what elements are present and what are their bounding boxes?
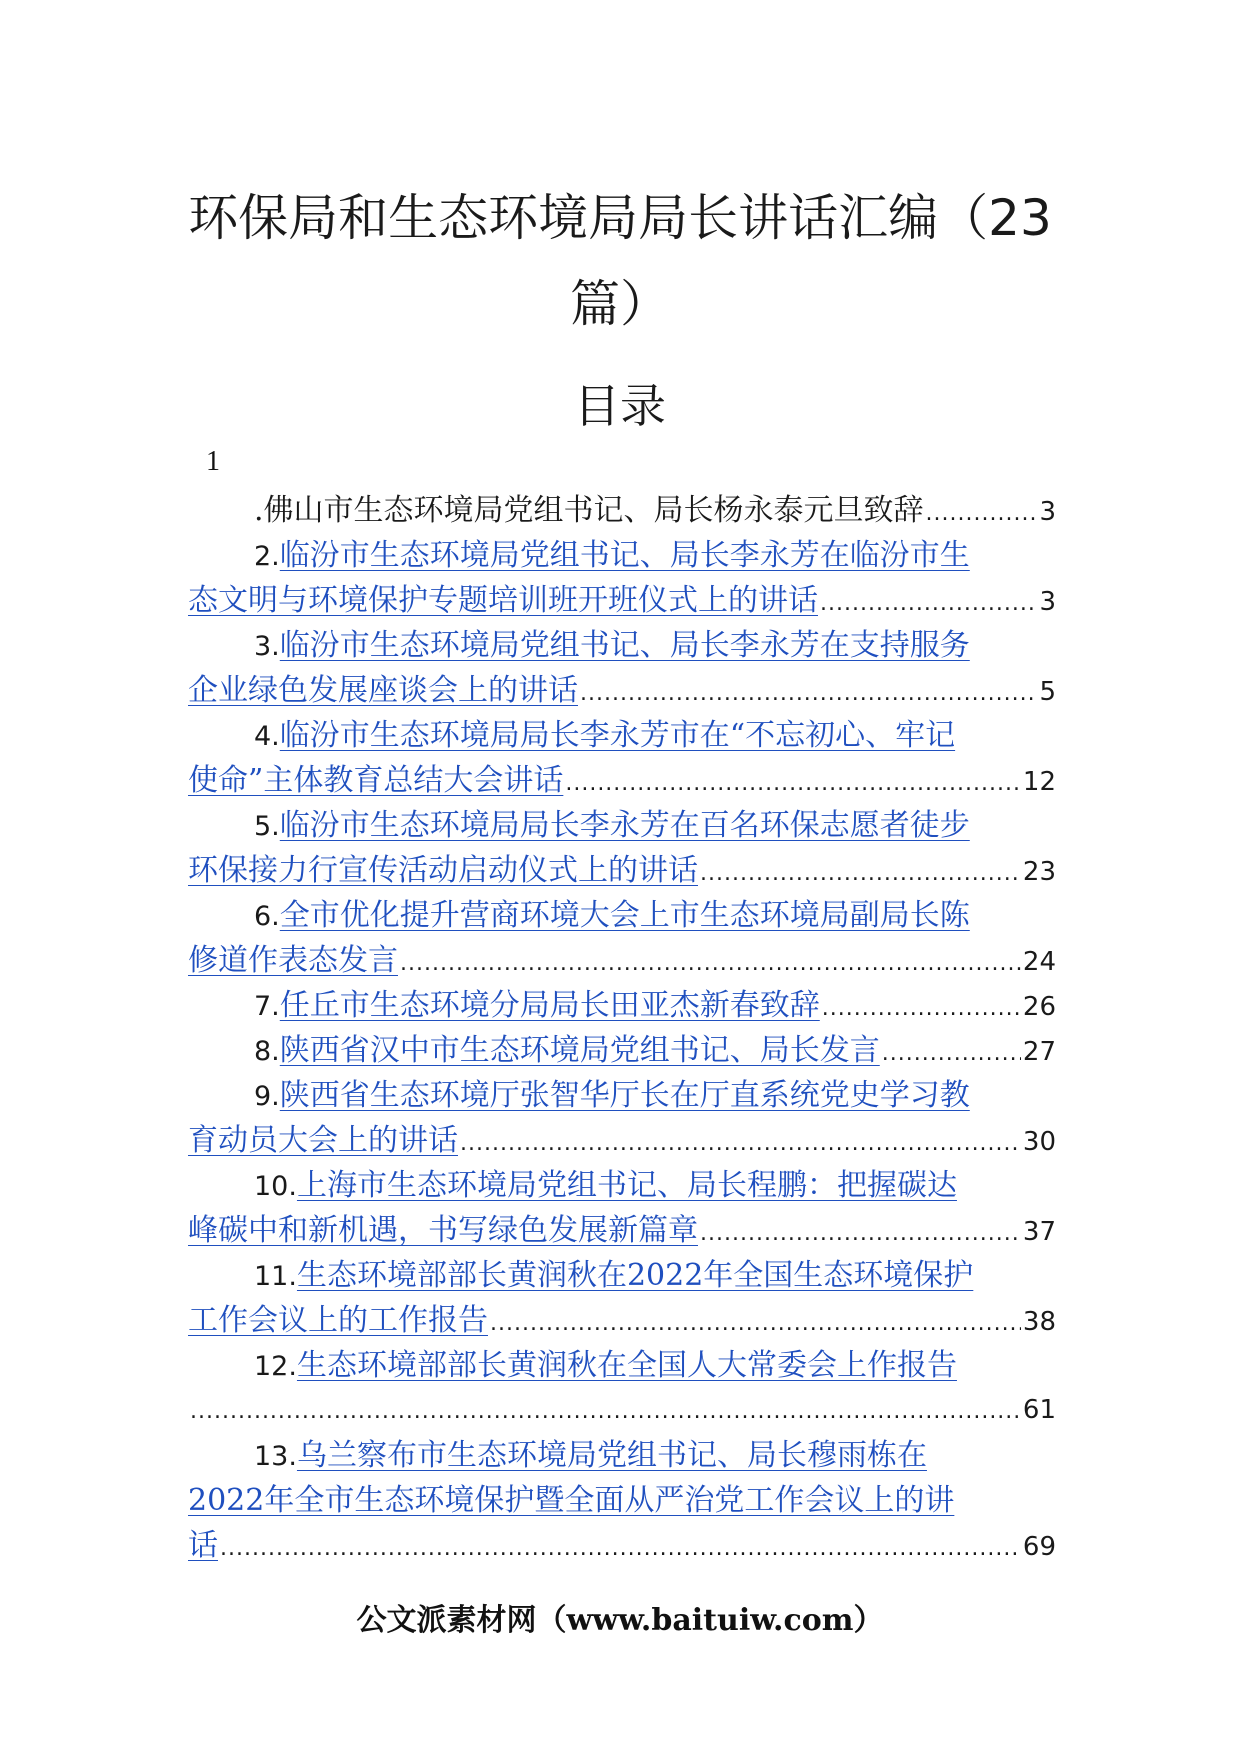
toc-entry-title[interactable]: 上海市生态环境局党组书记、局长程鹏：把握碳达 (296, 1168, 957, 1203)
toc-leader-dots (700, 1211, 1021, 1253)
toc-leader-dots (400, 941, 1021, 983)
toc-entry-number: 7. (254, 991, 280, 1022)
toc-entry-title[interactable]: 生态环境部部长黄润秋在2022年全国生态环境保护 (296, 1258, 974, 1293)
toc-entry-title[interactable]: 工作会议上的工作报告 (188, 1303, 488, 1338)
toc-entry[interactable] (188, 1163, 1056, 1253)
toc-entry[interactable] (188, 893, 1056, 983)
toc-entry-title[interactable]: 乌兰察布市生态环境局党组书记、局长穆雨栋在 (296, 1438, 927, 1473)
toc-entry-number: 4. (254, 721, 280, 752)
toc-heading: 目录 (574, 379, 666, 433)
toc-entry-number: 6. (254, 901, 280, 932)
toc-entry-title[interactable]: 临汾市生态环境局局长李永芳在百名环保志愿者徒步 (279, 808, 970, 843)
toc-entry-number: 9. (254, 1081, 280, 1112)
stray-number: 1 (206, 446, 220, 477)
toc-page-number: 69 (1022, 1532, 1056, 1562)
toc-leader-dots (580, 671, 1037, 713)
toc-entry[interactable] (188, 623, 1056, 713)
toc-leader-dots (490, 1301, 1021, 1343)
toc-page-number: 27 (1022, 1037, 1056, 1067)
toc-entry-title[interactable]: 任丘市生态环境分局局长田亚杰新春致辞 (279, 988, 820, 1023)
toc-entry[interactable] (188, 1253, 1056, 1343)
toc-leader-dots (220, 1526, 1021, 1568)
toc-entry-number: 3. (254, 631, 280, 662)
toc-page-number: 5 (1039, 677, 1056, 707)
toc-page-number: 24 (1022, 947, 1056, 977)
toc-page-number: 26 (1022, 992, 1056, 1022)
toc-entry[interactable] (188, 1028, 1056, 1073)
toc-entry-title[interactable]: 态文明与环境保护专题培训班开班仪式上的讲话 (188, 583, 818, 618)
toc-page-number: 23 (1022, 857, 1056, 887)
toc-entry-title[interactable]: 临汾市生态环境局局长李永芳市在“不忘初心、牢记 (279, 718, 956, 753)
toc-entry-title[interactable]: 临汾市生态环境局党组书记、局长李永芳在支持服务 (279, 628, 970, 663)
document-title-line2: 篇） (570, 275, 670, 333)
toc-entry-title[interactable]: 育动员大会上的讲话 (188, 1123, 458, 1158)
toc-entry-title[interactable]: 企业绿色发展座谈会上的讲话 (188, 673, 578, 708)
toc-entry-title[interactable]: 临汾市生态环境局党组书记、局长李永芳在临汾市生 (279, 538, 970, 573)
toc-entry-number: 5. (254, 811, 280, 842)
toc-leader-dots (460, 1121, 1021, 1163)
toc-entry-number: 2. (254, 541, 280, 572)
toc-entry-number: 12. (254, 1351, 297, 1382)
toc-entry[interactable] (188, 1343, 1056, 1433)
toc-entry[interactable] (188, 1073, 1056, 1163)
toc-leader-dots (822, 986, 1021, 1028)
footer-site: 公文派素材网（www.baituiw.com） (356, 1603, 884, 1638)
toc-entry-title[interactable]: 陕西省生态环境厅张智华厅长在厅直系统党史学习教 (279, 1078, 970, 1113)
toc-entry-title[interactable]: 环保接力行宣传活动启动仪式上的讲话 (188, 853, 698, 888)
toc-leader-dots (926, 491, 1038, 533)
table-of-contents (188, 488, 1056, 1568)
toc-page-number: 12 (1022, 767, 1056, 797)
toc-entry-title: .佛山市生态环境局党组书记、局长杨永泰元旦致辞 (254, 493, 924, 528)
toc-leader-dots (190, 1389, 1021, 1433)
toc-page-number: 3 (1039, 587, 1056, 617)
toc-entry-title[interactable]: 修道作表态发言 (188, 943, 398, 978)
toc-page-number: 37 (1022, 1217, 1056, 1247)
toc-leader-dots (565, 761, 1021, 803)
toc-entry[interactable] (188, 713, 1056, 803)
toc-entry-number: 8. (254, 1036, 280, 1067)
toc-entry-number: 13. (254, 1441, 297, 1472)
toc-entry (188, 488, 1056, 533)
toc-leader-dots (700, 851, 1021, 893)
document-title-line1: 环保局和生态环境局局长讲话汇编（23 (188, 189, 1052, 247)
toc-entry[interactable] (188, 983, 1056, 1028)
toc-entry-title[interactable]: 使命”主体教育总结大会讲话 (188, 763, 564, 798)
toc-leader-dots (820, 581, 1037, 623)
toc-entry-title[interactable]: 全市优化提升营商环境大会上市生态环境局副局长陈 (279, 898, 970, 933)
toc-entry-title[interactable]: 话 (188, 1528, 218, 1563)
toc-entry-number: 11. (254, 1261, 297, 1292)
toc-page-number: 3 (1039, 497, 1056, 527)
toc-entry[interactable] (188, 533, 1056, 623)
toc-entry[interactable] (188, 803, 1056, 893)
toc-page-number: 30 (1022, 1127, 1056, 1157)
toc-entry-title[interactable]: 2022年全市生态环境保护暨全面从严治党工作会议上的讲 (188, 1483, 955, 1518)
toc-entry-number: 10. (254, 1171, 297, 1202)
toc-page-number: 61 (1022, 1395, 1056, 1425)
toc-entry-title[interactable]: 峰碳中和新机遇，书写绿色发展新篇章 (188, 1213, 698, 1248)
toc-entry[interactable] (188, 1433, 1056, 1568)
toc-entry-title[interactable]: 生态环境部部长黄润秋在全国人大常委会上作报告 (296, 1348, 957, 1383)
toc-leader-dots (882, 1031, 1021, 1073)
toc-entry-title[interactable]: 陕西省汉中市生态环境局党组书记、局长发言 (279, 1033, 880, 1068)
toc-page-number: 38 (1022, 1307, 1056, 1337)
